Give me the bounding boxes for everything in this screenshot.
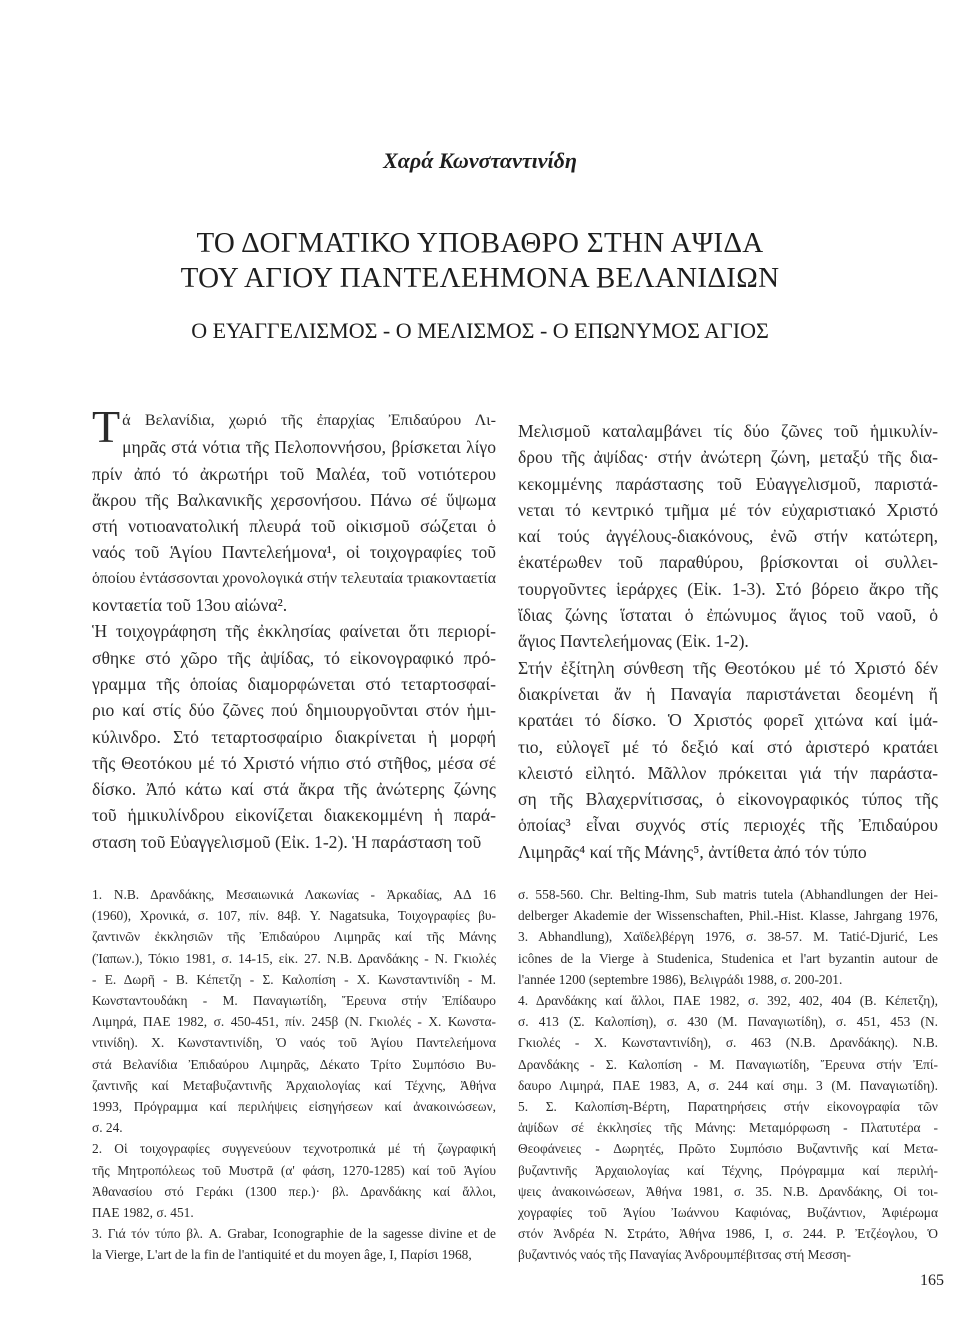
body-right-line: κλειστό εἰλητό. Μᾶλλον πρόκειται γιά τήν παράστα- xyxy=(518,762,938,783)
body-left-paragraph xyxy=(92,401,496,618)
page-number: 165 xyxy=(920,1272,944,1289)
footnote-left-paragraph xyxy=(92,884,496,1138)
footnote-right-line: l'année 1200 (septembre 1986), Βελιγράδι 1988, σ. 200-201. xyxy=(518,971,843,987)
body-right-line: διακρίνεται ἄν ἡ Παναγία παριστάνεται δεομένη ἤ xyxy=(518,683,938,704)
footnote-left-line: (Ἰαπων.), Τόκιο 1981, σ. 14-15, εἰκ. 27. Ν.Β. Δρανδάκης - Ν. Γκιολές xyxy=(92,950,496,966)
body-left-line: ὁποίου ἐντάσσονται χρονολογικά στήν τελευταία τριακονταετία xyxy=(92,569,496,587)
author-name: Χαρά Κωνσταντινίδη xyxy=(383,148,577,173)
footnote-left-line: 1. Ν.Β. Δρανδάκης, Μεσαιωνικά Λακωνίας - Ἀρκαδίας, ΑΔ 16 xyxy=(92,887,496,902)
body-right-line: καί τούς ἀγγέλους-διακόνους, ἐνῶ στήν κατώτερη, xyxy=(518,526,938,547)
footnote-left-line: ΠΑΕ 1982, σ. 451. xyxy=(92,1205,194,1221)
footnote-right-line: Θεοφάνειες - Δωρητές, Πρῶτο Συμπόσιο Βυζαντινῆς καί Μετα- xyxy=(518,1141,938,1157)
body-column-left xyxy=(92,401,496,855)
body-right-paragraph xyxy=(518,655,938,865)
title-line-1: ΤΟ ΔΟΓΜΑΤΙΚΟ ΥΠΟΒΑΘΡΟ ΣΤΗΝ ΑΨΙΔΑ xyxy=(196,227,764,259)
body-left-line: ἄκρου τῆς Βαλκανικῆς χερσονήσου. Πάνω σέ ὕψωμα xyxy=(92,489,496,510)
footnote-left-line: τῆς Μητροπόλεως τοῦ Μυστρᾶ (α' φάση, 1270-1285) καί τοῦ Ἁγίου xyxy=(92,1162,496,1178)
body-left-paragraph xyxy=(92,618,496,855)
footnote-left-line: Κωνσταντουδάκη - Μ. Παναγιωτίδη, Ἔρευνα στήν Ἐπίδαυρο xyxy=(92,993,496,1009)
body-left-line: γραμμα τῆς ὁποίας διαμορφώνεται στό τεταρτοσφαί- xyxy=(92,673,496,694)
article-title xyxy=(0,226,960,296)
footnote-left-line: (1960), Χρονικά, σ. 107, πίν. 84β. Y. Nagatsuka, Τοιχογραφίες βυ- xyxy=(92,908,496,924)
body-left-line: τοῦ ἡμικυλίνδρου εἰκονίζεται διακεκομμένη ἡ παρά- xyxy=(92,805,496,826)
body-left-line: ριο καί στίς δύο ζῶνες πού δημιουργοῦνται στόν ἡμι- xyxy=(92,700,496,721)
body-right-line: κρατάει τό δίσκο. Ὁ Χριστός φορεῖ χιτώνα καί ἱμά- xyxy=(518,710,938,731)
body-right-line: τιο, εὐλογεῖ μέ τό δεξιό καί στό ἀριστερό κρατάει xyxy=(518,736,938,757)
footnotes-left xyxy=(92,884,496,1266)
footnote-left-line: σ. 24. xyxy=(92,1120,123,1136)
footnote-left-line: ζαντινῶν ἐκκλησιῶν τῆς Ἐπιδαύρου Λιμηρᾶς καί τῆς Μάνης xyxy=(92,929,496,945)
footnote-right-line: 3. Abhandlung), Χαϊδελβέργη 1976, σ. 38-57. M. Tatić-Djurić, Les xyxy=(518,929,938,945)
footnote-right-line: Δρανδάκης - Σ. Καλοπίση - Μ. Παναγιωτίδη, Ἔρευνα στήν Ἐπί- xyxy=(518,1056,938,1072)
body-right-line: Λιμηρᾶς⁴ καί τῆς Μάνης⁵, ἀντίθετα ἀπό τόν τύπο xyxy=(518,841,867,862)
footnote-right-line: στόν Ἀνδρέα Ν. Στράτο, Ἀθήνα 1986, Ι, σ. 244. Ρ. Ἐτζέογλου, Ὁ xyxy=(518,1226,938,1242)
body-right-line: ἴδιας ζώνης ἵσταται ὁ ἐπώνυμος ἅγιος τοῦ ναοῦ, ὁ xyxy=(518,605,938,626)
footnote-right-line: σ. 558-560. Chr. Belting-Ihm, Sub matris tutela (Abhandlungen der Hei- xyxy=(518,887,938,902)
article-subtitle: Ο ΕΥΑΓΓΕΛΙΣΜΟΣ - Ο ΜΕΛΙΣΜΟΣ - Ο ΕΠΩΝΥΜΟΣ ΑΓΙΟΣ xyxy=(191,318,769,343)
footnote-left-line: στά Βελανίδια Ἐπιδαύρου Λιμηρᾶς, Δέκατο Τρίτο Συμπόσιο Βυ- xyxy=(92,1056,496,1072)
body-right-line: ση τῆς Βλαχερνίτισσας, ὁ εἰκονογραφικός τύπος τῆς xyxy=(518,789,938,810)
body-right-paragraph xyxy=(518,418,938,655)
body-right-line: νεται τό κεντρικό τμῆμα μέ τόν εὐχαριστιακό Χριστό xyxy=(518,499,938,520)
footnote-left-line: 2. Οἱ τοιχογραφίες συγγενεύουν τεχνοτροπικά μέ τή ζωγραφική xyxy=(92,1141,496,1157)
body-left-line: μηρᾶς στά νότια τῆς Πελοποννήσου, βρίσκεται λίγο xyxy=(122,437,496,458)
footnote-right-line: Γκιολές - Χ. Κωνσταντινίδη), σ. 463 (Ν.Β. Δρανδάκης). Ν.Β. xyxy=(518,1035,938,1051)
body-left-line: τῆς Θεοτόκου μέ τό Χριστό νήπιο στό στῆθος, μέσα σέ xyxy=(92,752,496,773)
drop-cap: Τ xyxy=(92,401,121,452)
footnote-right-line: 5. Σ. Καλοπίση-Βέρτη, Παρατηρήσεις στήν εἰκονογραφία τῶν xyxy=(518,1099,938,1115)
footnote-left-line: la Vierge, L'art de la fin de l'antiquité et du moyen âge, I, Παρίσι 1968, xyxy=(92,1247,472,1263)
footnote-right-line: 4. Δρανδάκης καί ἄλλοι, ΠΑΕ 1982, σ. 392, 402, 404 (Β. Κέπετζη), xyxy=(518,993,938,1009)
body-left-line: Ἡ τοιχογράφηση τῆς ἐκκλησίας φαίνεται ὅτι περιορί- xyxy=(92,621,496,642)
body-right-line: τουργοῦντες ἱεράρχες (Εἰκ. 1-3). Στό βόρειο ἄκρο τῆς xyxy=(518,578,938,599)
footnote-right-line: βυζαντινῆς Ἀρχαιολογίας καί Τέχνης, Πρόγραμμα καί περιλή- xyxy=(518,1162,938,1178)
footnote-right-line: βυζαντινός ναός τῆς Παναγίας Ἀνδρουμπέβιτσας στή Μεσση- xyxy=(518,1247,852,1263)
footnote-left-line: - Ε. Δωρῆ - Β. Κέπετζη - Σ. Καλοπίση - Χ. Κωνσταντινίδη - Μ. xyxy=(92,971,496,987)
footnote-left-line: 3. Γιά τόν τύπο βλ. A. Grabar, Iconographie de la sagesse divine et de xyxy=(92,1226,496,1242)
body-right-line: δρου τῆς ἀψίδας· στήν ἀνώτερη ζώνη, μεταξύ τῆς δια- xyxy=(518,447,938,468)
body-right-line: Στήν ἐξίτηλη σύνθεση τῆς Θεοτόκου μέ τό Χριστό δέν xyxy=(518,657,938,678)
footnote-right-line: δαυρο Λιμηρά, ΠΑΕ 1983, Α, σ. 244 καί σημ. 3 (Μ. Παναγιωτίδη). xyxy=(518,1077,938,1093)
body-left-line: ά Βελανίδια, χωριό τῆς ἐπαρχίας Ἐπιδαύρου Λι- xyxy=(122,412,496,429)
footnote-right-line: icônes de la Vierge à Studenica, Studenica et l'art byzantin autour de xyxy=(518,950,938,966)
body-left-line: δίσκο. Ἀπό κάτω καί στά ἄκρα τῆς ἀνώτερης ζώνης xyxy=(92,779,496,800)
body-right-line: ὁποίας³ εἶναι συχνός στίς περιοχές τῆς Ἐπιδαύρου xyxy=(518,815,938,836)
footnotes-right xyxy=(518,884,938,1266)
footnote-right-paragraph xyxy=(518,884,938,990)
body-right-line: ἑκατέρωθεν τοῦ παραθύρου, βρίσκονται οἱ συλλει- xyxy=(518,552,938,573)
body-left-line: σταση τοῦ Εὐαγγελισμοῦ (Εἰκ. 1-2). Ἡ παράσταση τοῦ xyxy=(92,831,482,852)
body-right-line: ἅγιος Παντελεήμονας (Εἰκ. 1-2). xyxy=(518,631,749,652)
footnote-left-line: ντινίδη). Χ. Κωνσταντινίδη, Ὁ ναός τοῦ Ἁγίου Παντελεήμονα xyxy=(92,1035,496,1051)
footnote-left-line: ζαντινῆς καί Μεταβυζαντινῆς Ἀρχαιολογίας καί Τέχνης, Ἀθήνα xyxy=(92,1077,496,1093)
body-left-line: κονταετία τοῦ 13ου αἰώνα². xyxy=(92,595,288,616)
footnote-right-line: delberger Akademie der Wissenschaften, Phil.-Hist. Klasse, Jahrgang 1976, xyxy=(518,908,938,924)
footnote-right-line: ψεις ἀνακοινώσεων, Ἀθήνα 1981, σ. 35. Ν.Β. Δρανδάκης, Οἱ τοι- xyxy=(518,1183,938,1199)
body-left-line: σθηκε στό χῶρο τῆς ἀψίδας, τό εἰκονογραφικό πρό- xyxy=(92,647,496,668)
body-right-line: Μελισμοῦ καταλαμβάνει τίς δύο ζῶνες τοῦ ἡμικυλίν- xyxy=(518,421,938,441)
title-line-2: ΤΟΥ ΑΓΙΟΥ ΠΑΝΤΕΛΕΗΜΟΝΑ ΒΕΛΑΝΙΔΙΩΝ xyxy=(180,262,780,294)
body-left-line: κύλινδρο. Στό τεταρτοσφαίριο διακρίνεται ἡ μορφή xyxy=(92,726,496,747)
body-left-line: στή νοτιοανατολική πλευρά τοῦ οἰκισμοῦ σώζεται ὁ xyxy=(92,516,496,537)
body-left-line: ναός τοῦ Ἁγίου Παντελεήμονα¹, οἱ τοιχογραφίες τοῦ xyxy=(92,542,496,563)
footnote-right-paragraph xyxy=(518,990,938,1266)
footnote-left-line: Λιμηρά, ΠΑΕ 1982, σ. 450-451, πίν. 245β (Ν. Γκιολές - Χ. Κωνστα- xyxy=(92,1014,496,1030)
footnote-left-line: 1993, Πρόγραμμα καί περιλήψεις εἰσηγήσεων καί ἀνακοινώσεων, xyxy=(92,1099,496,1115)
footnote-right-line: ἀψίδων σέ ἐκκλησίες τῆς Μάνης: Μεταμόρφωση - Πλατυτέρα - xyxy=(518,1120,938,1136)
footnote-left-line: Ἀθανασίου στό Γεράκι (1300 περ.)· βλ. Δρανδάκης καί ἄλλοι, xyxy=(92,1183,496,1199)
body-right-line: κεκομμένης παράστασης τοῦ Εὐαγγελισμοῦ, παριστά- xyxy=(518,473,938,494)
footnote-left-paragraph xyxy=(92,1138,496,1223)
footnote-left-paragraph xyxy=(92,1223,496,1265)
body-column-right xyxy=(518,418,938,865)
footnote-right-line: σ. 413 (Σ. Καλοπίση), σ. 430 (Μ. Παναγιωτίδη), σ. 451, 453 (Ν. xyxy=(518,1014,938,1030)
body-left-line: πρίν ἀπό τό ἀκρωτήρι τοῦ Μαλέα, τοῦ νοτιότερου xyxy=(92,463,496,484)
footnote-right-line: χογραφίες τοῦ Ἁγίου Ἰωάννου Καφιόνας, Βυζάντιον, Ἀφιέρωμα xyxy=(518,1205,938,1221)
